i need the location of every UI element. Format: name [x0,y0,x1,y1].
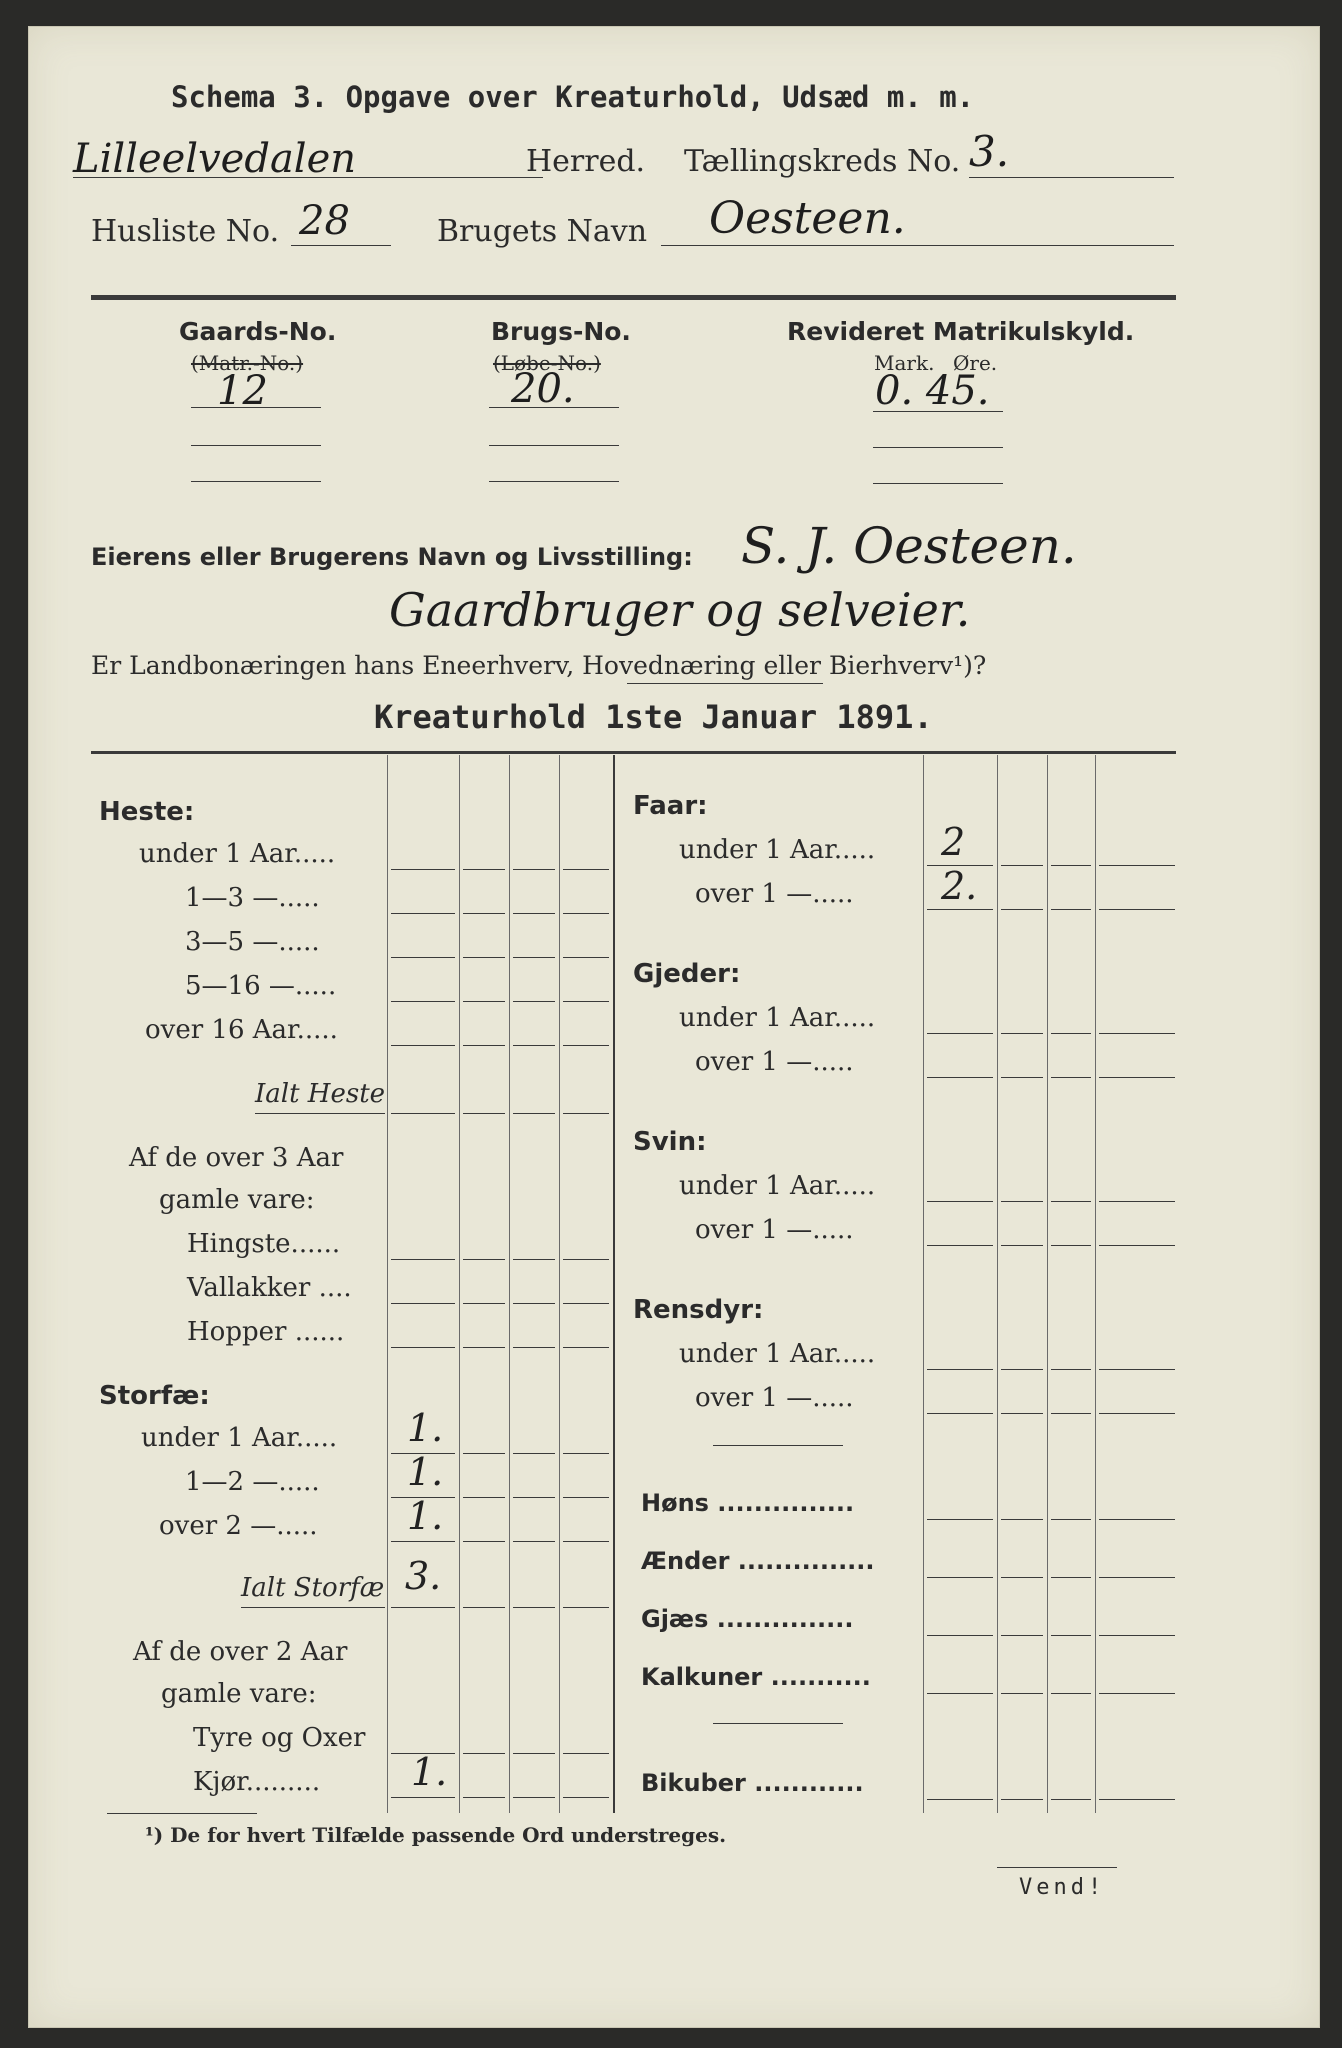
footnote-rule [107,1813,257,1814]
left-cell-line [391,1797,455,1798]
left-cell-line [463,957,505,958]
af-over3-line1: Af de over 3 Aar [129,1143,344,1173]
storfae-value-2: 1. [407,1450,444,1494]
right-cell-line [1099,1693,1175,1694]
gaards-line-2 [191,445,321,446]
gaards-line-3 [191,481,321,482]
ialt-storfae-underline [241,1607,385,1608]
right-cell-line [927,1033,993,1034]
left-cell-line [513,913,555,914]
rensdyr-title: Rensdyr: [633,1295,764,1325]
kreds-underline [969,177,1174,178]
right-cell-line [1001,1369,1043,1370]
ender-label: Ænder ............... [641,1547,875,1575]
right-cell-line [1051,1413,1091,1414]
heste-row-5: over 16 Aar..... [145,1015,338,1045]
right-cell-line [1051,1201,1091,1202]
right-cell-line [1099,1519,1175,1520]
right-cell-line [1001,909,1043,910]
right-cell-line [1051,865,1091,866]
heste-row-4: 5—16 —..... [185,971,337,1001]
left-col-rule-3 [509,755,510,1813]
right-cell-line [1051,909,1091,910]
faar-row-2: over 1 —..... [695,879,854,909]
right-cell-line [1001,1693,1043,1694]
right-cell-line [927,1201,993,1202]
right-cell-line [1099,1369,1175,1370]
left-col-rule-4 [559,755,560,1813]
occupation-question: Er Landbonæringen hans Eneerhverv, Hovednæring eller Bierhverv¹)? [91,651,987,680]
right-cell-line [1099,909,1175,910]
kreds-number: 3. [969,127,1010,176]
matrikul-label: Revideret Matrikulskyld. [787,317,1135,346]
ialt-heste-underline [255,1113,385,1114]
hingste-label: Hingste...... [187,1229,341,1259]
matrikul-line-3 [873,483,1003,484]
gjaes-label: Gjæs ............... [641,1605,854,1633]
right-cell-line [927,1799,993,1800]
left-cell-line [463,1001,505,1002]
gaards-line-1 [191,407,321,408]
gjeder-row-1: under 1 Aar..... [679,1003,876,1033]
right-cell-line [1051,1693,1091,1694]
right-cell-line [927,1369,993,1370]
right-cell-line [1001,1413,1043,1414]
left-col-rule-2 [459,755,460,1813]
gjeder-title: Gjeder: [633,959,741,989]
kjor-value: 1. [411,1750,448,1794]
right-cell-line [1051,1369,1091,1370]
vend-rule [997,1867,1117,1868]
left-cell-line [563,913,609,914]
herred-label: Herred. [526,144,646,179]
faar-value-2: 2. [941,864,978,908]
section-title: Kreaturhold 1ste Januar 1891. [374,698,933,736]
brug-label: Brugets Navn [437,214,648,249]
left-cell-line [563,1001,609,1002]
brugs-label: Brugs-No. [491,317,631,346]
right-cell-line [1001,1519,1043,1520]
left-cell-line [391,1541,455,1542]
left-cell-line [391,1045,455,1046]
left-cell-line [463,1497,505,1498]
right-cell-line [927,1693,993,1694]
left-cell-line [563,1497,609,1498]
left-cell-line [563,1797,609,1798]
left-cell-line [391,1347,455,1348]
right-cell-line [1051,1635,1091,1636]
owner-label: Eierens eller Brugerens Navn og Livsstilling: [91,543,693,571]
left-cell-line [513,957,555,958]
left-cell-line [513,1607,555,1608]
form-title: Schema 3. Opgave over Kreaturhold, Udsæd m. m. [171,80,975,114]
tyre-label: Tyre og Oxer [193,1723,366,1753]
faar-value-1: 2 [941,820,966,864]
owner-name: S. J. Oesteen. [741,517,1077,575]
brugs-line-3 [489,481,619,482]
owner-occupation: Gaardbruger og selveier. [389,583,971,637]
storfae-row-3: over 2 —..... [159,1511,318,1541]
svin-row-2: over 1 —..... [695,1215,854,1245]
left-cell-line [463,913,505,914]
left-cell-line [513,1113,555,1114]
ialt-storfae-label: Ialt Storfæ [241,1573,385,1603]
left-cell-line [463,1303,505,1304]
left-cell-line [463,1045,505,1046]
bikuber-label: Bikuber ............ [641,1769,864,1797]
left-cell-line [463,1347,505,1348]
left-cell-line [391,1001,455,1002]
storfae-value-3: 1. [407,1494,444,1538]
right-cell-line [1051,1245,1091,1246]
right-cell-line [1099,1245,1175,1246]
brugs-number: 20. [511,366,575,412]
faar-title: Faar: [633,791,708,821]
left-cell-line [463,1797,505,1798]
right-cell-line [1099,1033,1175,1034]
left-col-rule-1 [387,755,388,1813]
left-cell-line [563,1113,609,1114]
right-col-rule-3 [1047,755,1048,1813]
right-cell-line [1001,1245,1043,1246]
left-cell-line [463,1541,505,1542]
right-col-rule-2 [997,755,998,1813]
right-cell-line [1001,1033,1043,1034]
left-cell-line [563,957,609,958]
brug-name: Oesteen. [709,193,906,244]
gaards-label: Gaards-No. [179,317,337,346]
section-divider [91,751,1176,754]
af-over2-line1: Af de over 2 Aar [133,1637,348,1667]
kalkuner-separator [713,1723,843,1724]
rensdyr-row-2: over 1 —..... [695,1383,854,1413]
rensdyr-row-1: under 1 Aar..... [679,1339,876,1369]
right-cell-line [927,1577,993,1578]
brug-underline [661,245,1174,246]
left-cell-line [563,1607,609,1608]
vend-label: Vend! [1019,1875,1106,1900]
heste-row-3: 3—5 —..... [185,927,320,957]
right-cell-line [1051,1799,1091,1800]
af-over2-line2: gamle vare: [161,1679,317,1709]
left-cell-line [513,1497,555,1498]
right-cell-line [1051,1077,1091,1078]
herred-underline [73,177,543,178]
left-cell-line [563,1347,609,1348]
hons-label: Høns ............... [641,1489,855,1517]
right-cell-line [1051,1577,1091,1578]
left-cell-line [391,1113,455,1114]
left-cell-line [463,1259,505,1260]
brugs-line-1 [489,407,619,408]
heste-title: Heste: [99,797,195,827]
mark-label: Mark. [874,351,935,375]
left-cell-line [513,1453,555,1454]
left-cell-line [563,1541,609,1542]
right-cell-line [1001,1201,1043,1202]
right-cell-line [1099,1413,1175,1414]
gaards-sublabel: (Matr.-No.) [191,351,304,375]
left-cell-line [463,869,505,870]
left-cell-line [513,869,555,870]
right-cell-line [927,1077,993,1078]
right-cell-line [927,1519,993,1520]
storfae-row-1: under 1 Aar..... [141,1423,338,1453]
left-cell-line [513,1303,555,1304]
faar-row-1: under 1 Aar..... [679,835,876,865]
left-cell-line [463,1113,505,1114]
left-cell-line [391,957,455,958]
hovednaering-underline [627,683,823,684]
gjeder-row-2: over 1 —..... [695,1047,854,1077]
svin-title: Svin: [633,1127,707,1157]
ore-label: Øre. [953,351,998,375]
right-cell-line [1099,1577,1175,1578]
right-cell-line [1099,1077,1175,1078]
right-cell-line [927,1635,993,1636]
matrikul-line-2 [873,447,1003,448]
matrikul-value: 0. 45. [875,368,990,414]
matrikul-line-1 [873,411,1003,412]
left-cell-line [391,1303,455,1304]
right-col-rule-4 [1095,755,1096,1813]
right-cell-line [1051,1519,1091,1520]
ialt-storfae-value: 3. [405,1554,442,1598]
kreds-label: Tællingskreds No. [684,144,961,179]
left-cell-line [563,1303,609,1304]
left-cell-line [513,1541,555,1542]
svin-row-1: under 1 Aar..... [679,1171,876,1201]
kjor-label: Kjør......... [193,1767,321,1797]
left-cell-line [563,1259,609,1260]
right-cell-line [1099,1635,1175,1636]
left-cell-line [563,1453,609,1454]
vallakker-label: Vallakker .... [187,1273,352,1303]
husliste-label: Husliste No. [91,214,280,249]
left-cell-line [563,1045,609,1046]
left-cell-line [391,913,455,914]
right-cell-line [1001,865,1043,866]
left-cell-line [513,1001,555,1002]
left-cell-line [391,1607,455,1608]
rensdyr-separator [713,1445,843,1446]
right-cell-line [1051,1033,1091,1034]
right-cell-line [927,865,993,866]
left-cell-line [463,1453,505,1454]
heste-row-2: 1—3 —..... [185,883,320,913]
right-col-rule-1 [923,755,924,1813]
header-divider [91,295,1176,300]
right-cell-line [1001,1077,1043,1078]
right-cell-line [1099,865,1175,866]
storfae-title: Storfæ: [99,1381,210,1411]
hopper-label: Hopper ...... [187,1317,345,1347]
left-cell-line [391,869,455,870]
right-cell-line [1099,1799,1175,1800]
center-divider [613,755,615,1813]
left-cell-line [513,1753,555,1754]
brugs-line-2 [489,445,619,446]
right-cell-line [927,909,993,910]
census-form-sheet [28,26,1320,2028]
heste-row-1: under 1 Aar..... [139,839,336,869]
ialt-heste-label: Ialt Heste [255,1079,386,1109]
left-cell-line [563,1753,609,1754]
gaards-number: 12 [217,368,268,414]
footnote: ¹) De for hvert Tilfælde passende Ord understreges. [145,1823,727,1847]
left-cell-line [563,869,609,870]
right-cell-line [927,1245,993,1246]
left-cell-line [463,1753,505,1754]
right-cell-line [1099,1201,1175,1202]
brugs-sublabel: (Løbe-No.) [493,351,601,375]
kalkuner-label: Kalkuner ........... [641,1663,871,1691]
right-cell-line [927,1413,993,1414]
left-cell-line [513,1347,555,1348]
right-cell-line [1001,1799,1043,1800]
left-cell-line [513,1797,555,1798]
left-cell-line [513,1259,555,1260]
storfae-row-2: 1—2 —..... [185,1467,320,1497]
left-cell-line [463,1607,505,1608]
herred-name: Lilleelvedalen [73,136,357,182]
left-cell-line [391,1259,455,1260]
right-cell-line [1001,1635,1043,1636]
right-cell-line [1001,1577,1043,1578]
husliste-number: 28 [299,198,350,244]
husliste-underline [291,245,391,246]
af-over3-line2: gamle vare: [159,1185,315,1215]
left-cell-line [513,1045,555,1046]
storfae-value-1: 1. [407,1406,444,1450]
